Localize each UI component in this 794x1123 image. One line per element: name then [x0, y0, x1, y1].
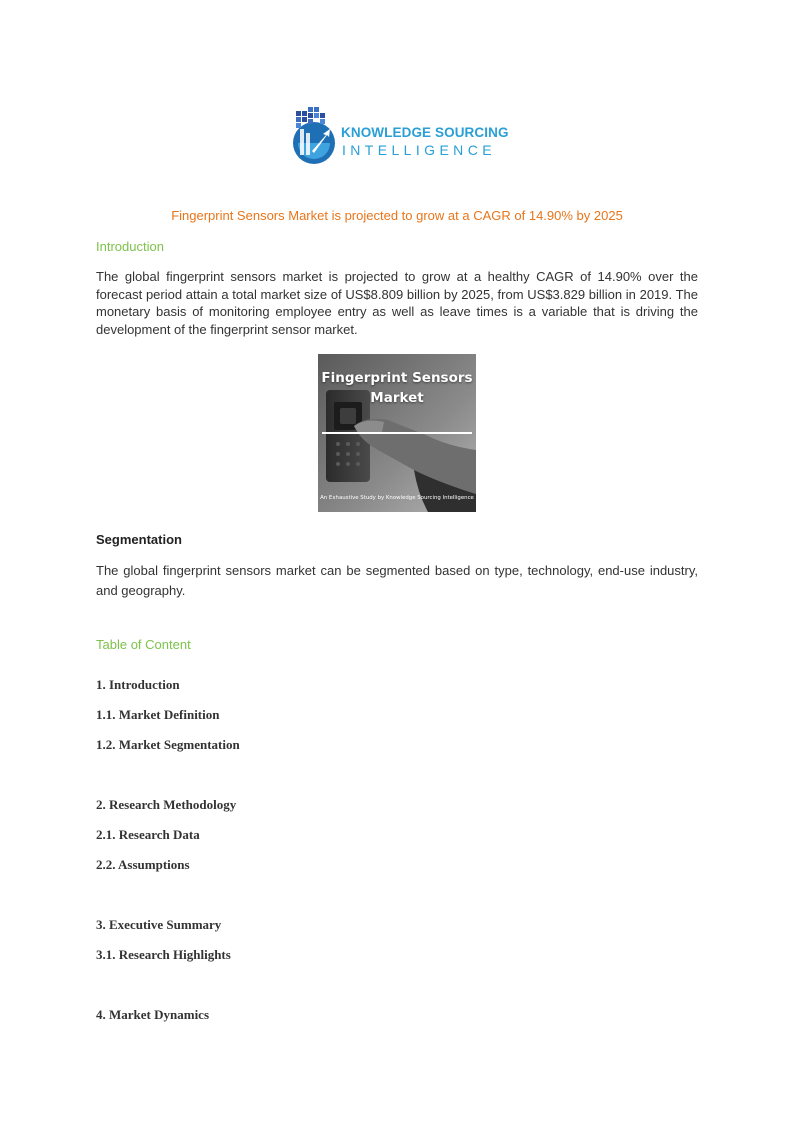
- logo-emblem-icon: [290, 105, 340, 167]
- toc-heading: Table of Content: [96, 637, 191, 652]
- toc-item: 3.1. Research Highlights: [96, 947, 231, 962]
- toc-item: 2.2. Assumptions: [96, 857, 190, 872]
- toc-item: 1. Introduction: [96, 677, 180, 692]
- company-logo: [290, 105, 510, 167]
- cover-title-line1: Fingerprint Sensors: [321, 370, 473, 386]
- cover-caption: An Exhaustive Study by Knowledge Sourcing Intelligence: [320, 495, 474, 501]
- toc-item: 3. Executive Summary: [96, 917, 222, 932]
- segmentation-heading: Segmentation: [96, 532, 182, 547]
- cover-divider: [322, 432, 472, 434]
- toc-item: 2.1. Research Data: [96, 827, 200, 842]
- report-cover-image: [318, 354, 476, 512]
- segmentation-paragraph: The global fingerprint sensors market can be segmented based on type, technology, end-use industry, and geography.: [96, 563, 698, 598]
- toc-item: 1.1. Market Definition: [96, 707, 220, 722]
- logo-text-line1: KNOWLEDGE SOURCING: [341, 125, 509, 140]
- cover-title: [318, 368, 476, 408]
- intro-paragraph: The global fingerprint sensors market is projected to grow at a healthy CAGR of 14.90% over the forecast period attain a total market size of US$8.809 billion by 2025, from US$3.829 billion in 2019. The monetary basis of monitoring employee entry as well as leave times is a variable that is driving the development of the fingerprint sensor market.: [96, 269, 698, 337]
- cover-title-line2: Market: [370, 390, 424, 406]
- document-title: Fingerprint Sensors Market is projected to grow at a CAGR of 14.90% by 2025: [171, 208, 623, 223]
- toc-item: 2. Research Methodology: [96, 797, 237, 812]
- toc-item: 4. Market Dynamics: [96, 1007, 210, 1022]
- toc-item: 1.2. Market Segmentation: [96, 737, 240, 752]
- logo-text-line2: INTELLIGENCE: [342, 142, 496, 158]
- intro-heading: Introduction: [96, 239, 164, 254]
